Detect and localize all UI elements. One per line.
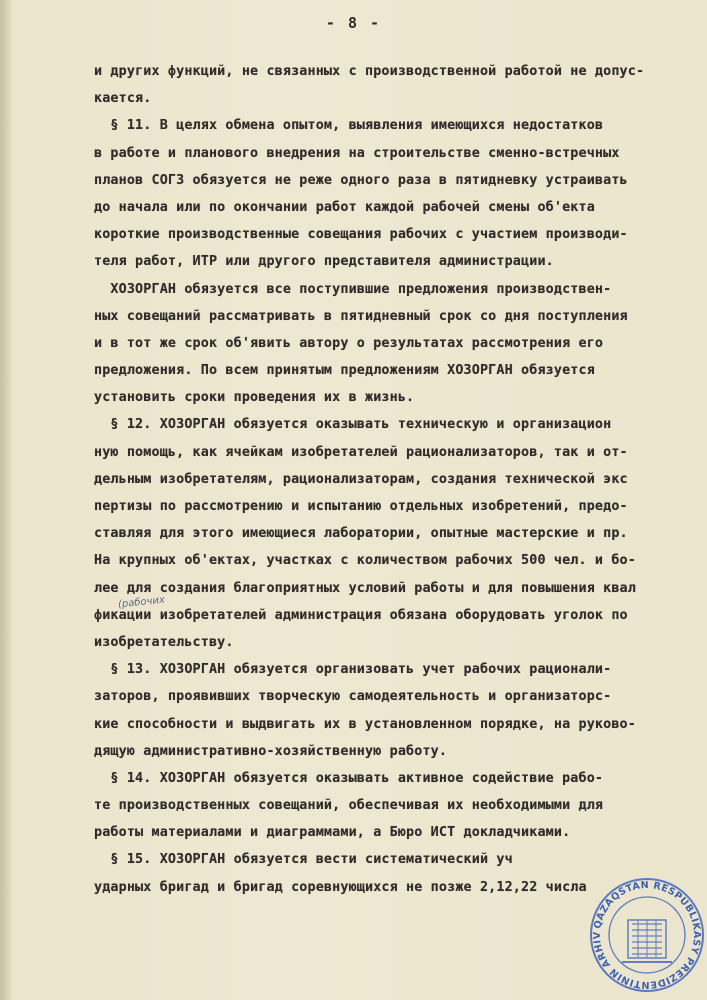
text-line: дящую административно-хозяйственную работу. [94, 743, 448, 759]
page-number: - 8 - [325, 14, 382, 32]
text-line: изобретательству. [94, 634, 234, 650]
text-line: установить сроки проведения их в жизнь. [94, 390, 415, 406]
page-edge-shadow [0, 0, 12, 1000]
text-line: предложения. По всем принятым предложениям ХОЗОРГАН обязуется [94, 363, 595, 379]
text-line: теля работ, ИТР или другого представителя администрации. [94, 254, 554, 270]
text-line: § 12. ХОЗОРГАН обязуется оказывать техническую и организацион [94, 417, 612, 433]
text-line: и других функций, не связанных с производственной работой не допус- [94, 64, 645, 79]
text-line: кается. [94, 91, 152, 107]
text-line: работы материалами и диаграммами, а Бюро ИСТ докладчиками. [94, 825, 571, 841]
text-line: ударных бригад и бригад соревнующихся не позже 2,12,22 числа [94, 879, 587, 895]
text-line: ставляя для этого имеющиеся лаборатории, опытные мастерские и пр. [94, 526, 628, 542]
archive-stamp [588, 876, 706, 994]
text-line: фикации изобретателей администрация обязана оборудовать уголок по [94, 607, 628, 623]
building-icon [622, 920, 672, 962]
text-line: ных совещаний рассматривать в пятидневный срок со дня поступления [94, 308, 628, 324]
text-line: и в тот же срок об'явить автору о результатах рассмотрения его [94, 335, 604, 351]
text-line: дельным изобретателям, рационализаторам, создания технической экс [94, 471, 628, 487]
text-line: § 15. ХОЗОРГАН обязуется вести систематический уч [94, 852, 513, 868]
stamp-text: QAZAQSTAN RESPUBLIKASY PREZIDENTINIŃ ARHIV [591, 879, 703, 991]
text-line: На крупных об'ектах, участках с количеством рабочих 500 чел. и бо- [94, 553, 636, 569]
text-line: ную помощь, как ячейкам изобретателей рационализаторов, так и от- [94, 444, 628, 460]
text-line: § 14. ХОЗОРГАН обязуется оказывать активное содействие рабо- [94, 770, 604, 786]
text-line: заторов, проявивших творческую самодеятельность и организаторс- [94, 689, 612, 705]
text-line: планов СОГЗ обязуется не реже одного раза в пятидневку устраивать [94, 172, 628, 188]
text-line: § 11. В целях обмена опытом, выявления имеющихся недостатков [94, 118, 604, 134]
text-line: ХОЗОРГАН обязуется все поступившие предложения производствен- [94, 281, 612, 297]
text-line: короткие производственные совещания рабочих с участием производи- [94, 227, 628, 243]
text-line: те производственных совещаний, обеспечивая их необходимыми для [94, 798, 604, 814]
text-line: лее для создания благоприятных условий работы и для повышения квал [94, 580, 636, 596]
text-line: в работе и планового внедрения на строительстве сменно-встречных [94, 145, 620, 161]
text-line: пертизы по рассмотрению и испытанию отдельных изобретений, предо- [94, 499, 628, 514]
typewritten-text [94, 58, 684, 901]
pencil-annotation: (рабочих [117, 594, 166, 611]
text-line: до начала или по окончании работ каждой рабочей смены об'екта [94, 199, 595, 215]
text-line: кие способности и выдвигать их в установленном порядке, на руково- [94, 716, 636, 732]
text-line: § 13. ХОЗОРГАН обязуется организовать учет рабочих рационали- [94, 662, 612, 678]
